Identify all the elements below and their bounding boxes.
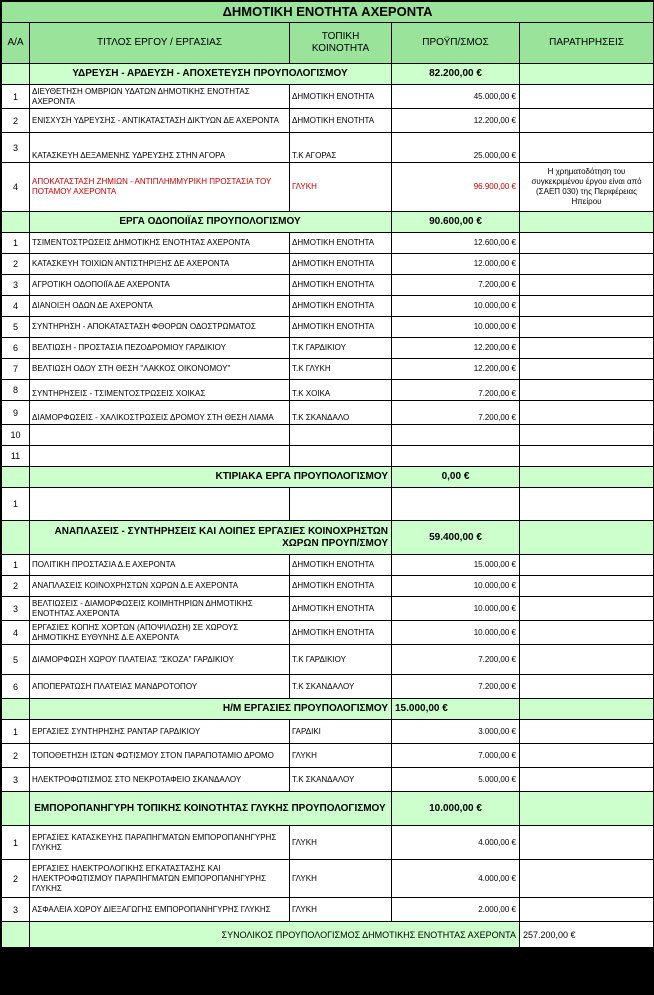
section-header-row bbox=[2, 699, 654, 720]
row-number: 1 bbox=[2, 233, 30, 254]
table-row bbox=[2, 296, 654, 317]
notes-cell bbox=[520, 425, 654, 446]
table-row bbox=[2, 488, 654, 521]
table-row bbox=[2, 860, 654, 898]
section-header-row bbox=[2, 792, 654, 826]
row-number: 4 bbox=[2, 163, 30, 212]
section-num-cell bbox=[2, 792, 30, 826]
notes-cell bbox=[520, 85, 654, 109]
notes-cell bbox=[520, 338, 654, 359]
notes-cell bbox=[520, 401, 654, 425]
community-cell: ΔΗΜΟΤΙΚΗ ΕΝΟΤΗΤΑ bbox=[290, 555, 392, 576]
community-cell: ΓΑΡΔΙΚΙ bbox=[290, 720, 392, 744]
budget-cell: 12.000,00 € bbox=[392, 254, 520, 275]
community-cell: ΓΛΥΚΗ bbox=[290, 898, 392, 922]
budget-cell bbox=[392, 446, 520, 467]
row-number: 2 bbox=[2, 576, 30, 597]
header-num: Α/Α bbox=[2, 23, 30, 64]
community-cell: ΔΗΜΟΤΙΚΗ ΕΝΟΤΗΤΑ bbox=[290, 296, 392, 317]
total-label: ΣΥΝΟΛΙΚΟΣ ΠΡΟΥΠΟΛΟΓΙΣΜΟΣ ΔΗΜΟΤΙΚΗΣ ΕΝΟΤΗΤΑΣ ΑΧΕΡΟΝΤΑ bbox=[30, 922, 520, 948]
title-row bbox=[2, 2, 654, 23]
community-cell: ΔΗΜΟΤΙΚΗ ΕΝΟΤΗΤΑ bbox=[290, 597, 392, 621]
total-num-cell bbox=[2, 922, 30, 948]
notes-cell bbox=[520, 109, 654, 133]
community-cell: ΔΗΜΟΤΙΚΗ ΕΝΟΤΗΤΑ bbox=[290, 85, 392, 109]
project-title: ΔΙΕΥΘΕΤΗΣΗ ΟΜΒΡΙΩΝ ΥΔΑΤΩΝ ΔΗΜΟΤΙΚΗΣ ΕΝΟΤΗΤΑΣ ΑΧΕΡΟΝΤΑ bbox=[30, 85, 290, 109]
row-number: 1 bbox=[2, 720, 30, 744]
section-notes-cell bbox=[520, 699, 654, 720]
table-row bbox=[2, 675, 654, 699]
project-title: ΚΑΤΑΣΚΕΥΗ ΤΟΙΧΙΩΝ ΑΝΤΙΣΤΗΡΙΞΗΣ ΔΕ ΑΧΕΡΟΝΤΑ bbox=[30, 254, 290, 275]
community-cell: Τ.Κ ΑΓΟΡΑΣ bbox=[290, 133, 392, 163]
project-title: ΠΟΛΙΤΙΚΗ ΠΡΟΣΤΑΣΙΑ Δ.Ε ΑΧΕΡΟΝΤΑ bbox=[30, 555, 290, 576]
table-row bbox=[2, 233, 654, 254]
header-title: ΤΙΤΛΟΣ ΕΡΓΟΥ / ΕΡΓΑΣΙΑΣ bbox=[30, 23, 290, 64]
section-title: ΑΝΑΠΛΑΣΕΙΣ - ΣΥΝΤΗΡΗΣΕΙΣ ΚΑΙ ΛΟΙΠΕΣ ΕΡΓΑΣΙΕΣ ΚΟΙΝΟΧΡΗΣΤΩΝ ΧΩΡΩΝ ΠΡΟΥΠ/ΣΜΟΥ bbox=[30, 521, 392, 555]
budget-cell: 25.000,00 € bbox=[392, 133, 520, 163]
community-cell: ΔΗΜΟΤΙΚΗ ΕΝΟΤΗΤΑ bbox=[290, 109, 392, 133]
community-cell: Τ.Κ ΓΛΥΚΗ bbox=[290, 359, 392, 380]
community-cell: Τ.Κ ΓΑΡΔΙΚΙΟΥ bbox=[290, 645, 392, 675]
notes-cell bbox=[520, 720, 654, 744]
project-title bbox=[30, 425, 290, 446]
notes-cell bbox=[520, 254, 654, 275]
total-row bbox=[2, 922, 654, 948]
row-number: 11 bbox=[2, 446, 30, 467]
table-row bbox=[2, 317, 654, 338]
table-row bbox=[2, 555, 654, 576]
notes-cell bbox=[520, 133, 654, 163]
section-title: ΚΤΙΡΙΑΚΑ ΕΡΓΑ ΠΡΟΥΠΟΛΟΓΙΣΜΟΥ bbox=[30, 467, 392, 488]
notes-cell bbox=[520, 380, 654, 401]
section-amount: 15.000,00 € bbox=[392, 699, 520, 720]
community-cell: ΓΛΥΚΗ bbox=[290, 860, 392, 898]
section-notes-cell bbox=[520, 792, 654, 826]
row-number: 8 bbox=[2, 380, 30, 401]
section-notes-cell bbox=[520, 212, 654, 233]
row-number: 2 bbox=[2, 254, 30, 275]
notes-cell bbox=[520, 233, 654, 254]
project-title: ΔΙΑΝΟΙΞΗ ΟΔΩΝ ΔΕ ΑΧΕΡΟΝΤΑ bbox=[30, 296, 290, 317]
notes-cell bbox=[520, 860, 654, 898]
community-cell: ΔΗΜΟΤΙΚΗ ΕΝΟΤΗΤΑ bbox=[290, 275, 392, 296]
budget-cell: 3.000,00 € bbox=[392, 720, 520, 744]
notes-cell bbox=[520, 597, 654, 621]
section-header-row bbox=[2, 521, 654, 555]
table-row bbox=[2, 380, 654, 401]
project-title: ΤΟΠΟΘΕΤΗΣΗ ΙΣΤΩΝ ΦΩΤΙΣΜΟΥ ΣΤΟΝ ΠΑΡΑΠΟΤΑΜΙΟ ΔΡΟΜΟ bbox=[30, 744, 290, 768]
community-cell: Τ.Κ ΣΚΑΝΔΑΛΟΥ bbox=[290, 675, 392, 699]
row-number: 2 bbox=[2, 860, 30, 898]
section-amount: 82.200,00 € bbox=[392, 64, 520, 85]
notes-cell bbox=[520, 275, 654, 296]
section-amount: 0,00 € bbox=[392, 467, 520, 488]
community-cell: Τ.Κ ΓΑΡΔΙΚΙΟΥ bbox=[290, 338, 392, 359]
section-amount: 59.400,00 € bbox=[392, 521, 520, 555]
notes-cell bbox=[520, 576, 654, 597]
table-row bbox=[2, 359, 654, 380]
table-row bbox=[2, 338, 654, 359]
section-num-cell bbox=[2, 64, 30, 85]
project-title: ΣΥΝΤΗΡΗΣΕΙΣ - ΤΣΙΜΕΝΤΟΣΤΡΩΣΕΙΣ ΧΟΙΚΑΣ bbox=[30, 380, 290, 401]
notes-cell: Η χρηματοδότηση του συγκεκριμένου έργου είναι από (ΣΑΕΠ 030) της Περιφέρειας Ηπείρου bbox=[520, 163, 654, 212]
section-num-cell bbox=[2, 212, 30, 233]
budget-cell: 4.000,00 € bbox=[392, 826, 520, 860]
section-title: ΕΡΓΑ ΟΔΟΠΟΙΪΑΣ ΠΡΟΥΠΟΛΟΓΙΣΜΟΥ bbox=[30, 212, 392, 233]
section-notes-cell bbox=[520, 467, 654, 488]
budget-cell: 4.000,00 € bbox=[392, 860, 520, 898]
project-title: ΒΕΛΤΙΩΣΗ ΟΔΟΥ ΣΤΗ ΘΕΣΗ "ΛΑΚΚΟΣ ΟΙΚΟΝΟΜΟΥ" bbox=[30, 359, 290, 380]
community-cell: ΓΛΥΚΗ bbox=[290, 163, 392, 212]
table-row bbox=[2, 133, 654, 163]
project-title: ΑΠΟΠΕΡΑΤΩΣΗ ΠΛΑΤΕΙΑΣ ΜΑΝΔΡΟΤΟΠΟΥ bbox=[30, 675, 290, 699]
budget-cell: 10.000,00 € bbox=[392, 597, 520, 621]
project-title: ΑΝΑΠΛΑΣΕΙΣ ΚΟΙΝΟΧΡΗΣΤΩΝ ΧΩΡΩΝ Δ.Ε ΑΧΕΡΟΝΤΑ bbox=[30, 576, 290, 597]
table-row bbox=[2, 425, 654, 446]
notes-cell bbox=[520, 446, 654, 467]
project-title: ΔΙΑΜΟΡΦΩΣΕΙΣ - ΧΑΛΙΚΟΣΤΡΩΣΕΙΣ ΔΡΟΜΟΥ ΣΤΗ ΘΕΣΗ ΛΙΑΜΑ bbox=[30, 401, 290, 425]
row-number: 4 bbox=[2, 296, 30, 317]
project-title: ΑΠΟΚΑΤΑΣΤΑΣΗ ΖΗΜΙΩΝ - ΑΝΤΙΠΛΗΜΜΥΡΙΚΗ ΠΡΟΣΤΑΣΙΑ ΤΟΥ ΠΟΤΑΜΟΥ ΑΧΕΡΟΝΤΑ bbox=[30, 163, 290, 212]
project-title: ΗΛΕΚΤΡΟΦΩΤΙΣΜΟΣ ΣΤΟ ΝΕΚΡΟΤΑΦΕΙΟ ΣΚΑΝΔΑΛΟΥ bbox=[30, 768, 290, 792]
table-row bbox=[2, 275, 654, 296]
community-cell: ΓΛΥΚΗ bbox=[290, 744, 392, 768]
notes-cell bbox=[520, 359, 654, 380]
budget-cell bbox=[392, 425, 520, 446]
community-cell: Τ.Κ ΣΚΑΝΔΑΛΟΥ bbox=[290, 768, 392, 792]
table-row bbox=[2, 85, 654, 109]
row-number: 7 bbox=[2, 359, 30, 380]
budget-cell: 10.000,00 € bbox=[392, 296, 520, 317]
table-row bbox=[2, 576, 654, 597]
project-title bbox=[30, 446, 290, 467]
row-number: 9 bbox=[2, 401, 30, 425]
section-title: Η/Μ ΕΡΓΑΣΙΕΣ ΠΡΟΥΠΟΛΟΓΙΣΜΟΥ bbox=[30, 699, 392, 720]
community-cell bbox=[290, 425, 392, 446]
row-number: 1 bbox=[2, 555, 30, 576]
project-title bbox=[30, 488, 290, 521]
table-row bbox=[2, 446, 654, 467]
table-row bbox=[2, 621, 654, 645]
header-notes: ΠΑΡΑΤΗΡΗΣΕΙΣ bbox=[520, 23, 654, 64]
section-amount: 10.000,00 € bbox=[392, 792, 520, 826]
row-number: 1 bbox=[2, 826, 30, 860]
total-amount: 257.200,00 € bbox=[520, 922, 654, 948]
section-amount: 90.600,00 € bbox=[392, 212, 520, 233]
budget-cell: 12.600,00 € bbox=[392, 233, 520, 254]
notes-cell bbox=[520, 826, 654, 860]
table-row bbox=[2, 826, 654, 860]
section-title: ΕΜΠΟΡΟΠΑΝΗΓΥΡΗ ΤΟΠΙΚΗΣ ΚΟΙΝΟΤΗΤΑΣ ΓΛΥΚΗΣ ΠΡΟΥΠΟΛΟΓΙΣΜΟΥ bbox=[30, 792, 392, 826]
row-number: 6 bbox=[2, 675, 30, 699]
row-number: 4 bbox=[2, 621, 30, 645]
header-community: ΤΟΠΙΚΗ ΚΟΙΝΟΤΗΤΑ bbox=[290, 23, 392, 64]
budget-table bbox=[1, 1, 654, 948]
budget-cell: 15.000,00 € bbox=[392, 555, 520, 576]
budget-cell: 12.200,00 € bbox=[392, 338, 520, 359]
project-title: ΒΕΛΤΙΩΣΗ - ΠΡΟΣΤΑΣΙΑ ΠΕΖΟΔΡΟΜΙΟΥ ΓΑΡΔΙΚΙΟΥ bbox=[30, 338, 290, 359]
notes-cell bbox=[520, 645, 654, 675]
section-title: ΥΔΡΕΥΣΗ - ΑΡΔΕΥΣΗ - ΑΠΟΧΕΤΕΥΣΗ ΠΡΟΥΠΟΛΟΓΙΣΜΟΥ bbox=[30, 64, 392, 85]
section-header-row bbox=[2, 64, 654, 85]
row-number: 10 bbox=[2, 425, 30, 446]
project-title: ΑΣΦΑΛΕΙΑ ΧΩΡΟΥ ΔΙΕΞΑΓΩΓΗΣ ΕΜΠΟΡΟΠΑΝΗΓΥΡΗΣ ΓΛΥΚΗΣ bbox=[30, 898, 290, 922]
notes-cell bbox=[520, 675, 654, 699]
budget-cell: 96.900,00 € bbox=[392, 163, 520, 212]
notes-cell bbox=[520, 555, 654, 576]
row-number: 2 bbox=[2, 109, 30, 133]
community-cell: ΔΗΜΟΤΙΚΗ ΕΝΟΤΗΤΑ bbox=[290, 254, 392, 275]
table-row bbox=[2, 768, 654, 792]
budget-cell: 10.000,00 € bbox=[392, 317, 520, 338]
project-title: ΕΝΙΣΧΥΣΗ ΥΔΡΕΥΣΗΣ - ΑΝΤΙΚΑΤΑΣΤΑΣΗ ΔΙΚΤΥΩΝ ΔΕ ΑΧΕΡΟΝΤΑ bbox=[30, 109, 290, 133]
notes-cell bbox=[520, 317, 654, 338]
notes-cell bbox=[520, 898, 654, 922]
row-number: 2 bbox=[2, 744, 30, 768]
notes-cell bbox=[520, 621, 654, 645]
row-number: 3 bbox=[2, 275, 30, 296]
budget-cell: 10.000,00 € bbox=[392, 576, 520, 597]
community-cell: Τ.Κ ΧΟΙΚΑ bbox=[290, 380, 392, 401]
project-title: ΕΡΓΑΣΙΕΣ ΚΟΠΗΣ ΧΟΡΤΩΝ (ΑΠΟΨΙΛΩΣΗ) ΣΕ ΧΩΡΟΥΣ ΔΗΜΟΤΙΚΗΣ ΕΥΘΥΝΗΣ Δ.Ε ΑΧΕΡΟΝΤΑ bbox=[30, 621, 290, 645]
budget-cell: 7.000,00 € bbox=[392, 744, 520, 768]
notes-cell bbox=[520, 296, 654, 317]
table-row bbox=[2, 720, 654, 744]
table-row bbox=[2, 401, 654, 425]
project-title: ΒΕΛΤΙΩΣΕΙΣ - ΔΙΑΜΟΡΦΩΣΕΙΣ ΚΟΙΜΗΤΗΡΙΩΝ ΔΗΜΟΤΙΚΗΣ ΕΝΟΤΗΤΑΣ ΑΧΕΡΟΝΤΑ bbox=[30, 597, 290, 621]
budget-cell: 7.200,00 € bbox=[392, 275, 520, 296]
project-title: ΕΡΓΑΣΙΕΣ ΚΑΤΑΣΚΕΥΗΣ ΠΑΡΑΠΗΓΜΑΤΩΝ ΕΜΠΟΡΟΠΑΝΗΓΥΡΗΣ ΓΛΥΚΗΣ bbox=[30, 826, 290, 860]
section-notes-cell bbox=[520, 64, 654, 85]
community-cell bbox=[290, 446, 392, 467]
row-number: 6 bbox=[2, 338, 30, 359]
budget-cell: 45.000,00 € bbox=[392, 85, 520, 109]
project-title: ΑΓΡΟΤΙΚΗ ΟΔΟΠΟΙΪΑ ΔΕ ΑΧΕΡΟΝΤΑ bbox=[30, 275, 290, 296]
row-number: 1 bbox=[2, 488, 30, 521]
notes-cell bbox=[520, 488, 654, 521]
budget-cell: 7.200,00 € bbox=[392, 401, 520, 425]
row-number: 5 bbox=[2, 317, 30, 338]
community-cell: ΔΗΜΟΤΙΚΗ ΕΝΟΤΗΤΑ bbox=[290, 233, 392, 254]
table-row bbox=[2, 109, 654, 133]
project-title: ΔΙΑΜΟΡΦΩΣΗ ΧΩΡΟΥ ΠΛΑΤΕΙΑΣ "ΣΚΟΖΑ" ΓΑΡΔΙΚΙΟΥ bbox=[30, 645, 290, 675]
table-row bbox=[2, 254, 654, 275]
project-title: ΕΡΓΑΣΙΕΣ ΗΛΕΚΤΡΟΛΟΓΙΚΗΣ ΕΓΚΑΤΑΣΤΑΣΗΣ ΚΑΙ ΗΛΕΚΤΡΟΦΩΤΙΣΜΟΥ ΠΑΡΑΠΗΓΜΑΤΩΝ ΕΜΠΟΡΟΠΑΝΗΓΥΡΗΣ ΓΛΥΚΗΣ bbox=[30, 860, 290, 898]
table-row bbox=[2, 645, 654, 675]
notes-cell bbox=[520, 768, 654, 792]
table-row bbox=[2, 163, 654, 212]
budget-cell: 7.200,00 € bbox=[392, 380, 520, 401]
table-row bbox=[2, 597, 654, 621]
notes-cell bbox=[520, 744, 654, 768]
budget-cell: 12.200,00 € bbox=[392, 109, 520, 133]
row-number: 3 bbox=[2, 597, 30, 621]
budget-cell: 12.200,00 € bbox=[392, 359, 520, 380]
header-budget: ΠΡΟΫΠ/ΣΜΟΣ bbox=[392, 23, 520, 64]
section-header-row bbox=[2, 467, 654, 488]
section-num-cell bbox=[2, 699, 30, 720]
community-cell: ΔΗΜΟΤΙΚΗ ΕΝΟΤΗΤΑ bbox=[290, 576, 392, 597]
table-row bbox=[2, 744, 654, 768]
row-number: 3 bbox=[2, 898, 30, 922]
row-number: 5 bbox=[2, 645, 30, 675]
section-num-cell bbox=[2, 521, 30, 555]
project-title: ΤΣΙΜΕΝΤΟΣΤΡΩΣΕΙΣ ΔΗΜΟΤΙΚΗΣ ΕΝΟΤΗΤΑΣ ΑΧΕΡΟΝΤΑ bbox=[30, 233, 290, 254]
community-cell: ΔΗΜΟΤΙΚΗ ΕΝΟΤΗΤΑ bbox=[290, 621, 392, 645]
budget-cell: 5.000,00 € bbox=[392, 768, 520, 792]
budget-cell: 7.200,00 € bbox=[392, 675, 520, 699]
project-title: ΕΡΓΑΣΙΕΣ ΣΥΝΤΗΡΗΣΗΣ ΡΑΝΤΑΡ ΓΑΡΔΙΚΙΟΥ bbox=[30, 720, 290, 744]
budget-cell: 10.000,00 € bbox=[392, 621, 520, 645]
row-number: 1 bbox=[2, 85, 30, 109]
community-cell bbox=[290, 488, 392, 521]
sheet-title: ΔΗΜΟΤΙΚΗ ΕΝΟΤΗΤΑ ΑΧΕΡΟΝΤΑ bbox=[2, 2, 654, 23]
project-title: ΣΥΝΤΗΡΗΣΗ - ΑΠΟΚΑΤΑΣΤΑΣΗ ΦΘΟΡΩΝ ΟΔΟΣΤΡΩΜΑΤΟΣ bbox=[30, 317, 290, 338]
table-row bbox=[2, 898, 654, 922]
project-title: ΚΑΤΑΣΚΕΥΗ ΔΕΞΑΜΕΝΗΣ ΥΔΡΕΥΣΗΣ ΣΤΗΝ ΑΓΟΡΑ bbox=[30, 133, 290, 163]
row-number: 3 bbox=[2, 768, 30, 792]
budget-cell bbox=[392, 488, 520, 521]
section-num-cell bbox=[2, 467, 30, 488]
header-row bbox=[2, 23, 654, 64]
row-number: 3 bbox=[2, 133, 30, 163]
section-header-row bbox=[2, 212, 654, 233]
section-notes-cell bbox=[520, 521, 654, 555]
community-cell: Τ.Κ ΣΚΑΝΔΑΛΟ bbox=[290, 401, 392, 425]
budget-cell: 7.200,00 € bbox=[392, 645, 520, 675]
community-cell: ΓΛΥΚΗ bbox=[290, 826, 392, 860]
budget-cell: 2.000,00 € bbox=[392, 898, 520, 922]
community-cell: ΔΗΜΟΤΙΚΗ ΕΝΟΤΗΤΑ bbox=[290, 317, 392, 338]
